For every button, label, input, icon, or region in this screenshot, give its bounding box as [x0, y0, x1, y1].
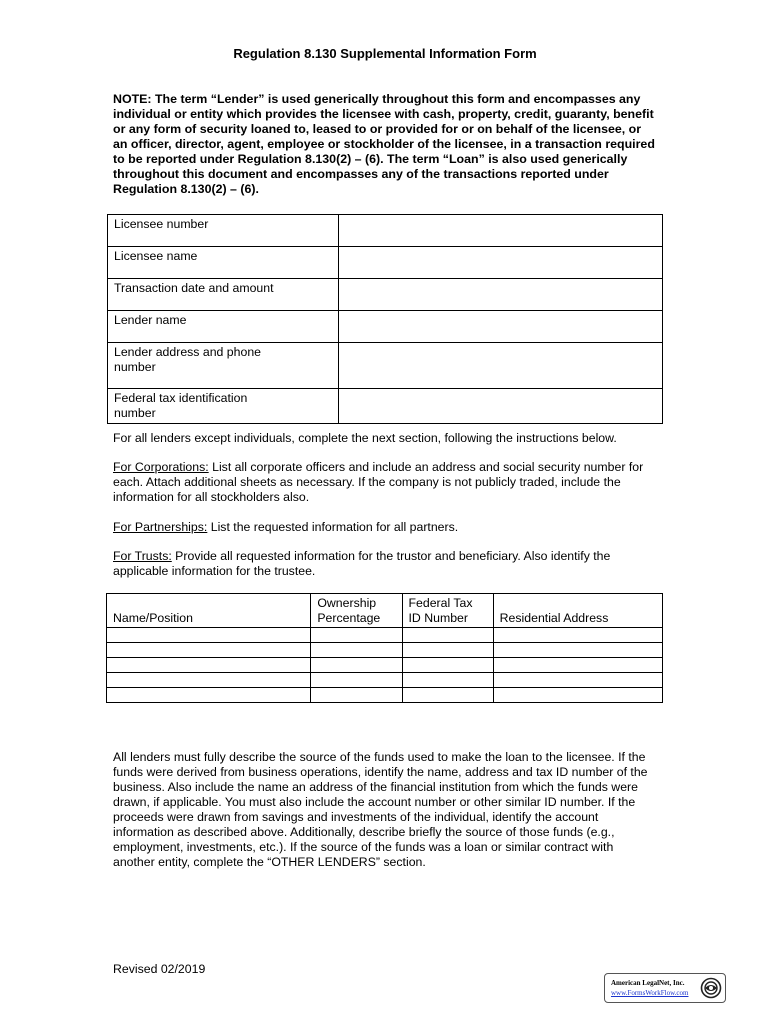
corporations-heading: For Corporations:: [113, 460, 209, 474]
officer-name-cell[interactable]: [107, 628, 311, 643]
federal-tax-id-label: Federal tax identification number: [108, 389, 339, 424]
revision-date: Revised 02/2019: [113, 962, 206, 976]
table-row: [108, 279, 663, 311]
officer-taxid-cell[interactable]: [402, 628, 493, 643]
residential-address-header: Residential Address: [493, 594, 662, 628]
officer-taxid-cell[interactable]: [402, 688, 493, 703]
table-row: [108, 389, 663, 424]
federal-tax-id-header: Federal Tax ID Number: [402, 594, 493, 628]
officer-name-cell[interactable]: [107, 643, 311, 658]
footer-url-link[interactable]: www.FormsWorkFlow.com: [611, 989, 689, 997]
table-row: [108, 215, 663, 247]
officer-ownership-cell[interactable]: [311, 643, 402, 658]
trusts-heading: For Trusts:: [113, 549, 172, 563]
officer-taxid-cell[interactable]: [402, 658, 493, 673]
officer-taxid-cell[interactable]: [402, 673, 493, 688]
partnerships-instructions: [113, 520, 653, 535]
table-row: [107, 673, 663, 688]
globe-logo-icon: [700, 977, 722, 999]
officer-name-cell[interactable]: [107, 658, 311, 673]
officer-address-cell[interactable]: [493, 688, 662, 703]
table-row: [108, 311, 663, 343]
transaction-date-amount-label: Transaction date and amount: [108, 279, 339, 311]
footer-badge: [604, 973, 726, 1003]
partnerships-text: List the requested information for all partners.: [207, 520, 459, 534]
licensee-number-label: Licensee number: [108, 215, 339, 247]
corporations-instructions: [113, 460, 653, 505]
officer-ownership-cell[interactable]: [311, 673, 402, 688]
note-paragraph: NOTE: The term “Lender” is used generically throughout this form and encompasses any individual or entity which provides the licensee with cash, property, credit, guaranty, benefit or any form of security loaned to, leased to or provided for or on behalf of the licensee, or an officer, director, agent, employee or stockholder of the licensee, in a transaction required to be reported under Regulation 8.130(2) – (6). The term “Loan” is also used generically throughout this document and encompasses any of the transactions reported under Regulation 8.130(2) – (6).: [113, 92, 655, 196]
lender-name-field[interactable]: [338, 311, 662, 343]
officer-address-cell[interactable]: [493, 658, 662, 673]
officers-table: [106, 593, 663, 703]
table-row: [108, 343, 663, 389]
table-row: [107, 628, 663, 643]
officer-address-cell[interactable]: [493, 628, 662, 643]
corporations-text: List all corporate officers and include an address and social security number for each. Attach additional sheets as necessary. If the company is not publicly traded, include the information for all stockholders also.: [113, 460, 644, 504]
ownership-percentage-header: Ownership Percentage: [311, 594, 402, 628]
officer-taxid-cell[interactable]: [402, 643, 493, 658]
licensee-name-field[interactable]: [338, 247, 662, 279]
transaction-date-amount-field[interactable]: [338, 279, 662, 311]
officer-ownership-cell[interactable]: [311, 688, 402, 703]
lenders-intro: For all lenders except individuals, complete the next section, following the instructions below.: [113, 431, 617, 445]
trusts-instructions: [113, 549, 653, 579]
trusts-text: Provide all requested information for the trustor and beneficiary. Also identify the applicable information for the trustee.: [113, 549, 611, 578]
officer-address-cell[interactable]: [493, 643, 662, 658]
table-row: [108, 247, 663, 279]
table-row: [107, 643, 663, 658]
lender-address-phone-field[interactable]: [338, 343, 662, 389]
name-position-header: Name/Position: [107, 594, 311, 628]
federal-tax-id-field[interactable]: [338, 389, 662, 424]
lender-address-phone-label: Lender address and phone number: [108, 343, 339, 389]
licensee-name-label: Licensee name: [108, 247, 339, 279]
licensee-number-field[interactable]: [338, 215, 662, 247]
officer-ownership-cell[interactable]: [311, 628, 402, 643]
officer-ownership-cell[interactable]: [311, 658, 402, 673]
table-row: [107, 688, 663, 703]
form-title: Regulation 8.130 Supplemental Information Form: [233, 46, 537, 61]
source-of-funds-paragraph: All lenders must fully describe the source of the funds used to make the loan to the licensee. If the funds were derived from business operations, identify the name, address and tax ID number of the business. Also include the name an address of the financial institution from which the funds were drawn, if applicable. You must also include the account number or other similar ID number. If the proceeds were drawn from savings and investments of the individual, identify the account information as described above. Additionally, describe briefly the source of those funds (e.g., employment, investments, etc.). If the source of the funds was a loan or similar contract with another entity, complete the “OTHER LENDERS” section.: [113, 750, 648, 869]
officers-table-header: [107, 594, 663, 628]
footer-company: American LegalNet, Inc.: [611, 979, 685, 987]
lender-name-label: Lender name: [108, 311, 339, 343]
table-row: [107, 658, 663, 673]
officer-name-cell[interactable]: [107, 673, 311, 688]
licensee-info-table: [107, 214, 663, 424]
officer-address-cell[interactable]: [493, 673, 662, 688]
officer-name-cell[interactable]: [107, 688, 311, 703]
partnerships-heading: For Partnerships:: [113, 520, 208, 534]
